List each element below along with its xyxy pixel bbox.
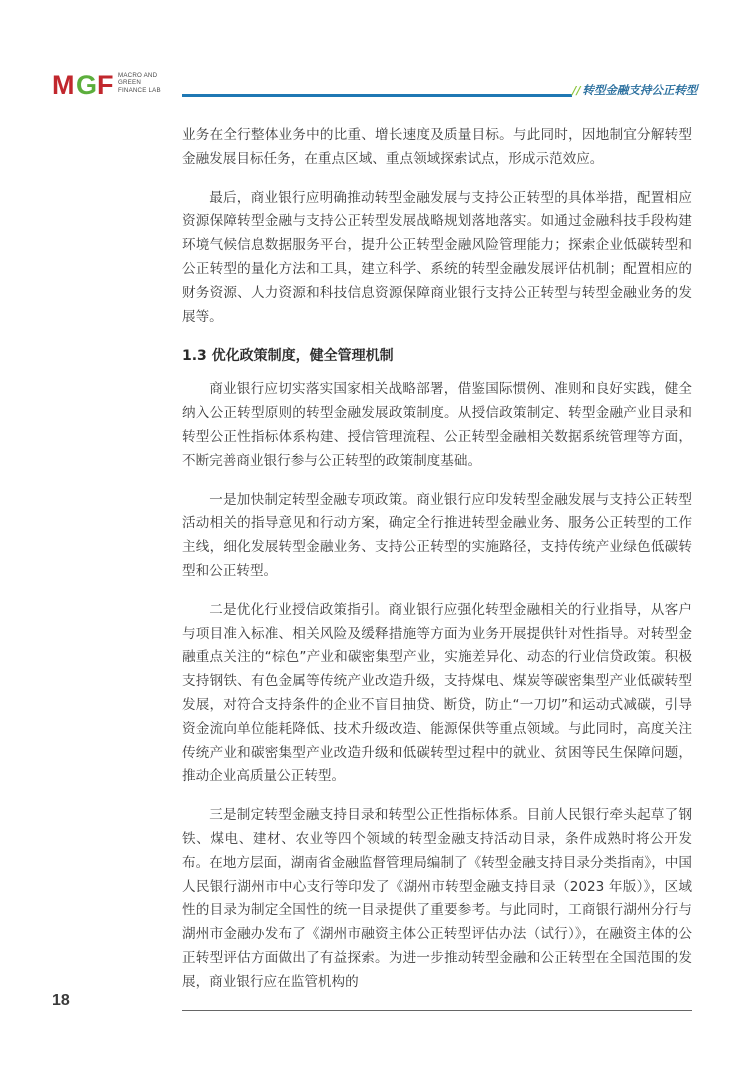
- section-heading: 1.3 优化政策制度，健全管理机制: [182, 348, 394, 365]
- paragraph: 二是优化行业授信政策指引。商业银行应强化转型金融相关的行业指导，从客户与项目准入标准、相关风险及缓释措施等方面为业务开展提供针对性指导。对转型金融重点关注的“棕色”产业和碳密集型产业，实施差异化、动态的行业信贷政策。积极支持钢铁、有色金属等传统产业改造升级，支持煤电、煤炭等碳密集型产业低碳转型发展，对符合支持条件的企业不盲目抽贷、断贷，防止“一刀切”和运动式减碳，引导资金流向单位能耗降低、技术升级改造、能源保供等重点领域。与此同时，高度关注传统产业和碳密集型产业改造升级和低碳转型过程中的就业、贫困等民生保障问题，推动企业高质量公正转型。: [182, 601, 692, 785]
- logo-caption-line: MACRO AND: [118, 72, 158, 79]
- svg-text:F: F: [97, 70, 114, 98]
- logo-caption-line: FINANCE LAB: [118, 86, 161, 94]
- slash-icon: //: [572, 83, 581, 97]
- svg-text:M: M: [52, 70, 75, 98]
- paragraph: 一是加快制定转型金融专项政策。商业银行应印发转型金融发展与支持公正转型活动相关的指导意见和行动方案，确定全行推进转型金融业务、服务公正转型的工作主线，细化发展转型金融业务、支持公正转型的实施路径，支持传统产业绿色低碳转型和公正转型。: [182, 491, 692, 579]
- paragraph: 业务在全行整体业务中的比重、增长速度及质量目标。与此同时，因地制宜分解转型金融发展目标任务，在重点区域、重点领域探索试点，形成示范效应。: [182, 127, 692, 167]
- mgf-logo: [52, 70, 182, 102]
- logo-caption-line: GREEN: [118, 79, 142, 87]
- header-rule: [182, 94, 572, 97]
- paragraph: 最后，商业银行应明确推动转型金融发展与支持公正转型的具体举措，配置相应资源保障转型金融与支持公正转型发展战略规划落地落实。如通过金融科技手段构建环境气候信息数据服务平台，提升公正转型金融风险管理能力；探索企业低碳转型和公正转型的量化方法和工具，建立科学、系统的转型金融发展评估机制；配置相应的财务资源、人力资源和科技信息资源保障商业银行支持公正转型与转型金融业务的发展等。: [182, 189, 692, 325]
- section-title-text: 转型金融支持公正转型: [582, 83, 698, 97]
- body-text: [182, 124, 692, 1010]
- mgf-logo-mark: [52, 70, 116, 98]
- logo-caption: [118, 72, 161, 94]
- footer-rule: [182, 1010, 692, 1011]
- page-header: [0, 0, 755, 110]
- page-number: 18: [52, 992, 70, 1009]
- section-title: [572, 82, 702, 100]
- paragraph: 三是制定转型金融支持目录和转型公正性指标体系。目前人民银行牵头起草了钢铁、煤电、建材、农业等四个领域的转型金融支持活动目录，条件成熟时将公开发布。在地方层面，湖南省金融监督管理局编制了《转型金融支持目录分类指南》，中国人民银行湖州市中心支行等印发了《湖州市转型金融支持目录（2023 年版）》，区域性的目录为制定全国性的统一目录提供了重要参考。与此同时，工商银行湖州分行与湖州市金融办发布了《湖州市融资主体公正转型评估办法（试行）》，在融资主体的公正转型评估方面做出了有益探索。为进一步推动转型金融和公正转型在全国范围的发展，商业银行应在监管机构的: [182, 807, 692, 990]
- paragraph: 商业银行应切实落实国家相关战略部署，借鉴国际惯例、准则和良好实践，健全纳入公正转型原则的转型金融发展政策制度。从授信政策制定、转型金融产业目录和转型公正性指标体系构建、授信管理流程、公正转型金融相关数据系统管理等方面，不断完善商业银行参与公正转型的政策制度基础。: [182, 381, 692, 469]
- svg-text:G: G: [76, 70, 98, 98]
